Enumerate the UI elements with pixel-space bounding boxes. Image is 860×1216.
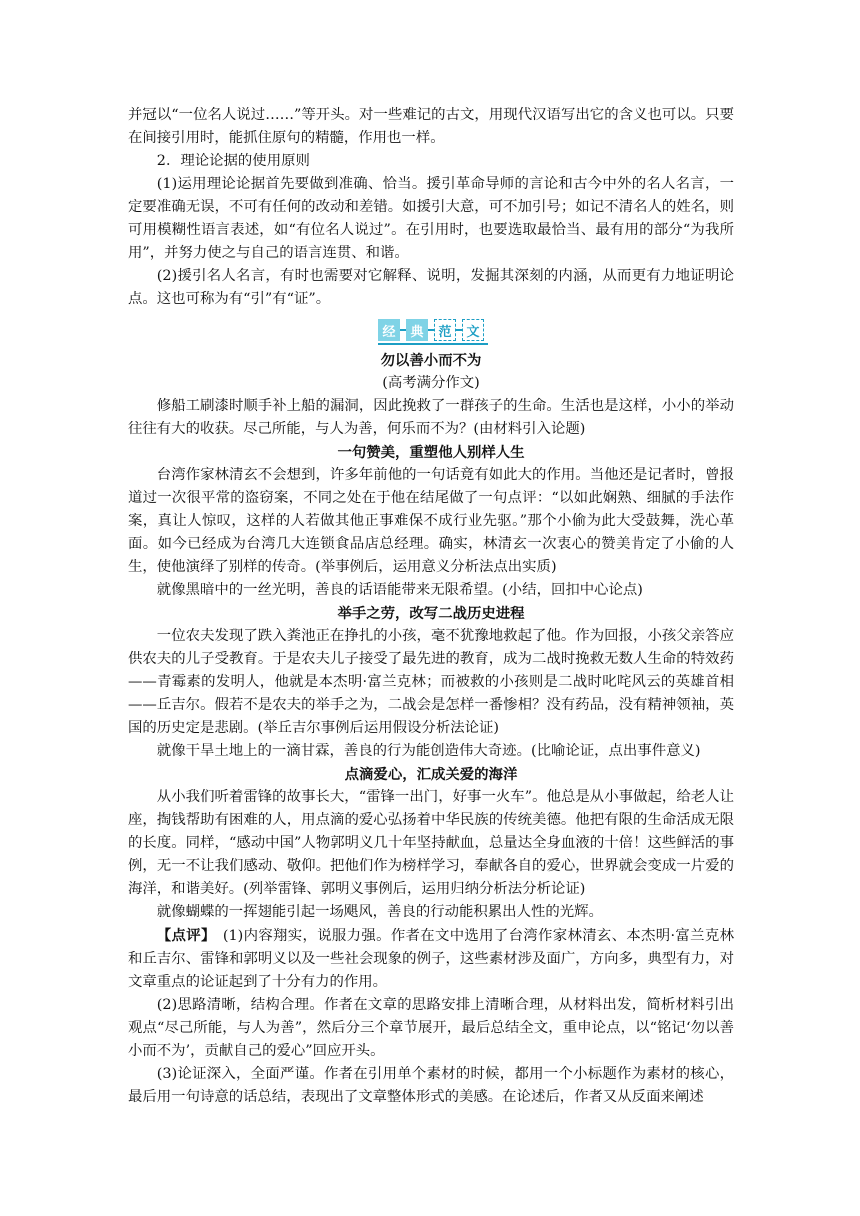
- banner-char-1: 经: [378, 319, 400, 341]
- section-1-title: 一句赞美，重塑他人别样人生: [337, 444, 525, 461]
- banner-char-3: 范: [434, 319, 456, 341]
- document-content: [128, 104, 734, 1109]
- essay-title: 勿以善小而不为: [380, 352, 482, 369]
- section-heading-principles: 2．理论论据的使用原则: [156, 153, 310, 169]
- comment-label: 【点评】: [156, 927, 216, 944]
- banner-underline: [378, 343, 488, 345]
- paragraph-principle-2: (2)援引名人名言，有时也需要对它解释、说明，发掘其深刻的内涵，从而更有力地证明论点。这也可称为有“引”有“证”。: [128, 268, 734, 307]
- comment-paragraph-3: (3)论证深入，全面严谨。作者在引用单个素材的时候，都用一个小标题作为素材的核心，最后用一句诗意的话总结，表现出了文章整体形式的美感。在论述后，作者又从反面来阐述: [128, 1066, 734, 1105]
- comment-point-1: (1)内容翔实，说服力强。作者在文中选用了台湾作家林清玄、本杰明·富兰克林和丘吉尔、雷锋和郭明义以及一些社会现象的例子，这些素材涉及面广，方向多，典型有力，对文章重点的论证起到了十分有力的作用。: [128, 928, 734, 990]
- essay-source: (高考满分作文): [382, 375, 480, 391]
- comment-paragraph-1: [128, 924, 734, 994]
- section-2-summary: 就像干旱土地上的一滴甘霖，善良的行为能创造伟大奇迹。(比喻论证，点出事件意义): [156, 743, 701, 759]
- banner-container: [128, 311, 734, 349]
- section-2-title: 举手之劳，改写二战历史进程: [337, 605, 525, 622]
- classic-essay-banner: [378, 318, 484, 342]
- banner-char-4: 文: [462, 319, 484, 341]
- section-3-body: 从小我们听着雷锋的故事长大，“雷锋一出门，好事一火车”。他总是从小事做起，给老人让座，掏钱帮助有困难的人，用点滴的爱心弘扬着中华民族的传统美德。他把有限的生命活成无限的长度。同样，“感动中国”人物郭明义几十年坚持献血，总量达全身血液的十倍！这些鲜活的事例，无一不让我们感动、敬仰。把他们作为榜样学习，奉献各自的爱心，世界就会变成一片爱的海洋，和谐美好。(列举雷锋、郭明义事例后，运用归纳分析法分析论证): [128, 789, 734, 897]
- section-3-summary: 就像蝴蝶的一挥翅能引起一场飓风，善良的行动能积累出人性的光辉。: [156, 904, 603, 920]
- section-1-body: 台湾作家林清玄不会想到，许多年前他的一句话竟有如此大的作用。当他还是记者时，曾报道过一次很平常的盗窃案，不同之处在于他在结尾做了一句点评：“以如此娴熟、细腻的手法作案，真让人惊叹，这样的人若做其他正事难保不成行业先驱。”那个小偷为此大受鼓舞，洗心革面。如今已经成为台湾几大连锁食品店总经理。确实，林清玄一次衷心的赞美肯定了小偷的人生，使他演绎了别样的传奇。(举事例后，运用意义分析法点出实质): [128, 467, 734, 575]
- section-2-body: 一位农夫发现了跌入粪池正在挣扎的小孩，毫不犹豫地救起了他。作为回报，小孩父亲答应供农夫的儿子受教育。于是农夫儿子接受了最先进的教育，成为二战时挽救无数人生命的特效药——青霉素的发明人，他就是本杰明·富兰克林；而被救的小孩则是二战时叱咤风云的英雄首相——丘吉尔。假若不是农夫的举手之为，二战会是怎样一番惨相？没有药品，没有精神领袖，英国的历史定是悲剧。(举丘吉尔事例后运用假设分析法论证): [128, 628, 734, 736]
- paragraph-principle-1: (1)运用理论论据首先要做到准确、恰当。援引革命导师的言论和古今中外的名人名言，一定要准确无误，不可有任何的改动和差错。如援引大意，可不加引号；如记不清名人的姓名，则可用模糊性语言表述，如“有位名人说过”。在引用时，也要选取最恰当、最有用的部分“为我所用”，并努力使之与自己的语言连贯、和谐。: [128, 176, 734, 261]
- paragraph-continuation: 并冠以“一位名人说过……”等开头。对一些难记的古文，用现代汉语写出它的含义也可以。只要在间接引用时，能抓住原句的精髓，作用也一样。: [128, 107, 734, 146]
- comment-paragraph-2: (2)思路清晰，结构合理。作者在文章的思路安排上清晰合理，从材料出发，简析材料引出观点“尽己所能，与人为善”，然后分三个章节展开，最后总结全文，重申论点，以“铭记‘勿以善小而不为’，贡献自己的爱心”回应开头。: [128, 997, 734, 1059]
- section-3-title: 点滴爱心，汇成关爱的海洋: [344, 766, 518, 783]
- section-1-summary: 就像黑暗中的一丝光明，善良的话语能带来无限希望。(小结，回扣中心论点): [156, 582, 643, 598]
- banner-char-2: 典: [406, 319, 428, 341]
- essay-intro: 修船工刷漆时顺手补上船的漏洞，因此挽救了一群孩子的生命。生活也是这样，小小的举动往往有大的收获。尽己所能，与人为善，何乐而不为？(由材料引入论题): [128, 398, 734, 437]
